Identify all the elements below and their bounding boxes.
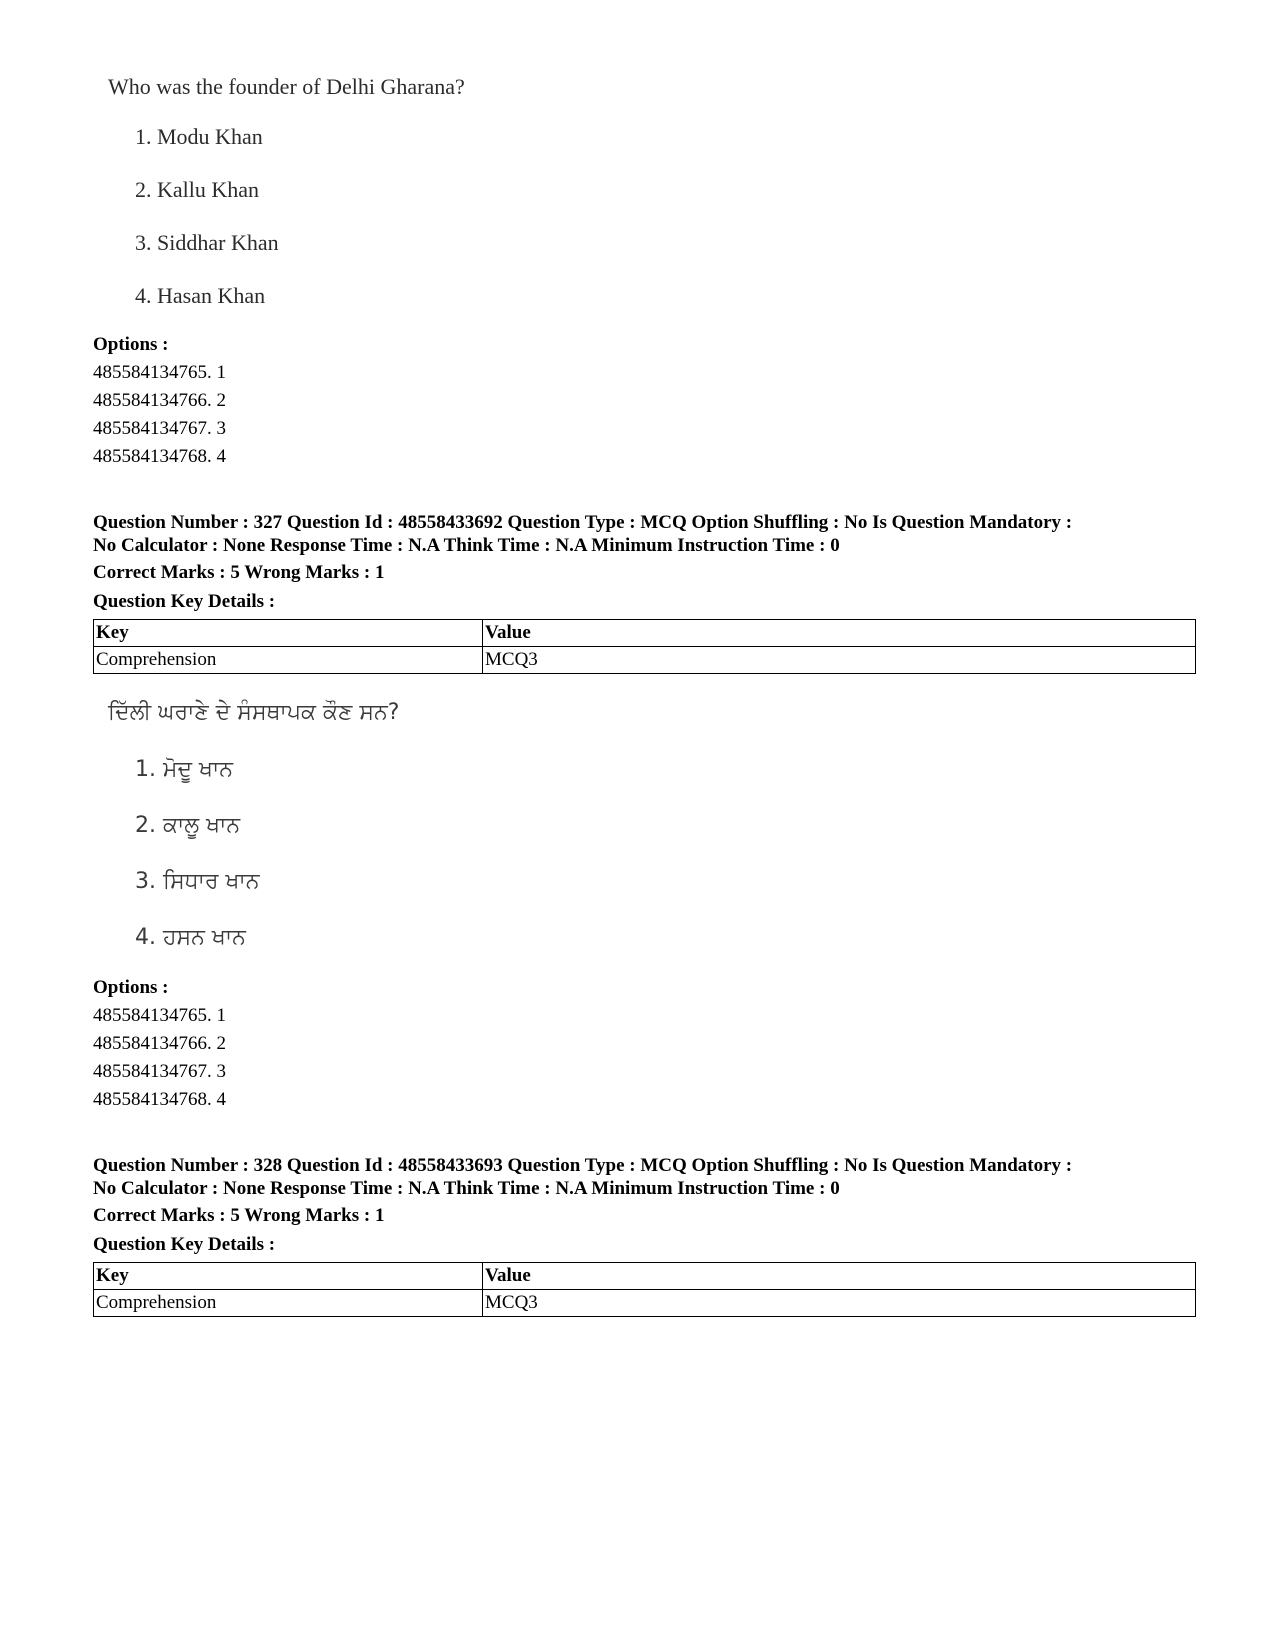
- table-cell: Comprehension: [94, 647, 483, 674]
- key-details-label: Question Key Details :: [93, 1234, 276, 1255]
- marks-line: Correct Marks : 5 Wrong Marks : 1: [93, 562, 385, 583]
- option-id: 485584134767. 3: [93, 1061, 226, 1082]
- table-row: [94, 1290, 1196, 1317]
- question-meta-line: Question Number : 328 Question Id : 48558433693 Question Type : MCQ Option Shuffling : No Is Question Mandatory :: [93, 1155, 1073, 1176]
- table-header-key: Key: [94, 620, 483, 647]
- question-meta-line: No Calculator : None Response Time : N.A Think Time : N.A Minimum Instruction Time : 0: [93, 535, 840, 556]
- options-label: Options :: [93, 977, 169, 998]
- question-meta-line: No Calculator : None Response Time : N.A Think Time : N.A Minimum Instruction Time : 0: [93, 1178, 840, 1199]
- question-image-punjabi: [108, 700, 399, 726]
- question-text: Who was the founder of Delhi Gharana?: [108, 74, 465, 99]
- option-id: 485584134766. 2: [93, 1033, 226, 1054]
- option-id: 485584134767. 3: [93, 418, 226, 439]
- table-cell: Comprehension: [94, 1290, 483, 1317]
- option-id: 485584134765. 1: [93, 1005, 226, 1026]
- choice-item: 4. ਹਸਨ ਖਾਨ: [135, 925, 246, 950]
- option-id: 485584134768. 4: [93, 1089, 226, 1110]
- table-header-row: [94, 620, 1196, 647]
- choice-item: 2. Kallu Khan: [135, 177, 260, 202]
- choice-item: 1. Modu Khan: [135, 124, 263, 149]
- choice-item: 4. Hasan Khan: [135, 283, 266, 308]
- table-header-value: Value: [483, 620, 1196, 647]
- choice-item: 1. ਮੋਦੂ ਖਾਨ: [135, 757, 234, 782]
- marks-line: Correct Marks : 5 Wrong Marks : 1: [93, 1205, 385, 1226]
- choice-item: 3. Siddhar Khan: [135, 230, 279, 255]
- question-image-english: [108, 74, 465, 100]
- question-text: ਦਿੱਲੀ ਘਰਾਣੇ ਦੇ ਸੰਸਥਾਪਕ ਕੌਣ ਸਨ?: [108, 700, 400, 725]
- question-meta: [93, 1154, 1193, 1200]
- option-id: 485584134768. 4: [93, 446, 226, 467]
- options-label: Options :: [93, 334, 169, 355]
- table-header-row: [94, 1263, 1196, 1290]
- table-header-value: Value: [483, 1263, 1196, 1290]
- choice-item: 2. ਕਾਲੂ ਖਾਨ: [135, 813, 241, 838]
- table-cell: MCQ3: [483, 1290, 1196, 1317]
- table-cell: MCQ3: [483, 647, 1196, 674]
- key-value-table: [93, 619, 1196, 674]
- table-row: [94, 647, 1196, 674]
- question-meta-line: Question Number : 327 Question Id : 48558433692 Question Type : MCQ Option Shuffling : No Is Question Mandatory :: [93, 512, 1073, 533]
- key-value-table: [93, 1262, 1196, 1317]
- option-id: 485584134766. 2: [93, 390, 226, 411]
- key-details-label: Question Key Details :: [93, 591, 276, 612]
- option-id: 485584134765. 1: [93, 362, 226, 383]
- table-header-key: Key: [94, 1263, 483, 1290]
- question-meta: [93, 511, 1193, 557]
- choice-item: 3. ਸਿਧਾਰ ਖਾਨ: [135, 869, 260, 894]
